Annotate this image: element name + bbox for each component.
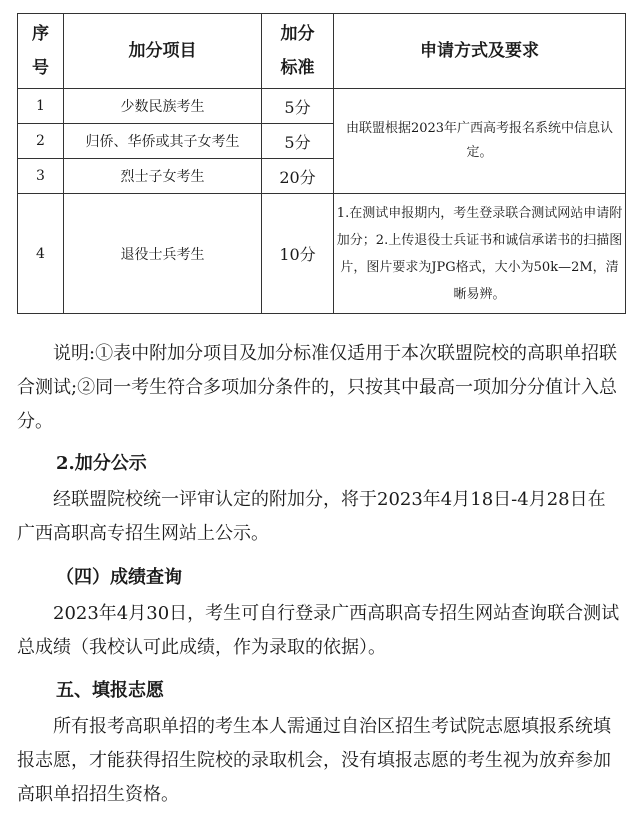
section4-body: 2023年4月30日，考生可自行登录广西高职高专招生网站查询联合测试总成绩（我校认可此成绩，作为录取的依据）。 (17, 603, 620, 658)
section5-title: 五、填报志愿 (56, 680, 164, 701)
section2-title: 2.加分公示 (56, 453, 147, 474)
table-header-row (18, 14, 626, 89)
table-note: 说明:①表中附加分项目及加分标准仅适用于本次联盟院校的高职单招联合测试;②同一考生符合多项加分条件的，只按其中最高一项加分分值计入总分。 (17, 343, 618, 432)
row-no: 3 (18, 159, 64, 194)
table-row (18, 194, 626, 314)
merged-requirement: 由联盟根据2023年广西高考报名系统中信息认定。 (334, 89, 626, 194)
header-no: 序号 (18, 14, 64, 89)
row-points: 5分 (262, 124, 334, 159)
row-requirement: 1.在测试申报期内，考生登录联合测试网站申请附加分；2.上传退役士兵证书和诚信承诺书的扫描图片，图片要求为JPG格式，大小为50k—2M，清晰易辨。 (334, 194, 626, 314)
row-points: 20分 (262, 159, 334, 194)
row-points: 10分 (262, 194, 334, 314)
section5-body: 所有报考高职单招的考生本人需通过自治区招生考试院志愿填报系统填报志愿，才能获得招生院校的录取机会，没有填报志愿的考生视为放弃参加高职单招招生资格。 (17, 716, 611, 805)
row-item: 归侨、华侨或其子女考生 (64, 124, 262, 159)
row-points: 5分 (262, 89, 334, 124)
row-item: 烈士子女考生 (64, 159, 262, 194)
section4-title: （四）成绩查询 (56, 567, 182, 588)
row-no: 2 (18, 124, 64, 159)
row-no: 1 (18, 89, 64, 124)
section2-body: 经联盟院校统一评审认定的附加分，将于2023年4月18日-4月28日在广西高职高专招生网站上公示。 (17, 489, 606, 544)
bonus-points-table (17, 13, 626, 314)
header-points: 加分标准 (262, 14, 334, 89)
header-item: 加分项目 (64, 14, 262, 89)
row-item: 少数民族考生 (64, 89, 262, 124)
row-item: 退役士兵考生 (64, 194, 262, 314)
header-requirement: 申请方式及要求 (334, 14, 626, 89)
row-no: 4 (18, 194, 64, 314)
table-row (18, 89, 626, 124)
